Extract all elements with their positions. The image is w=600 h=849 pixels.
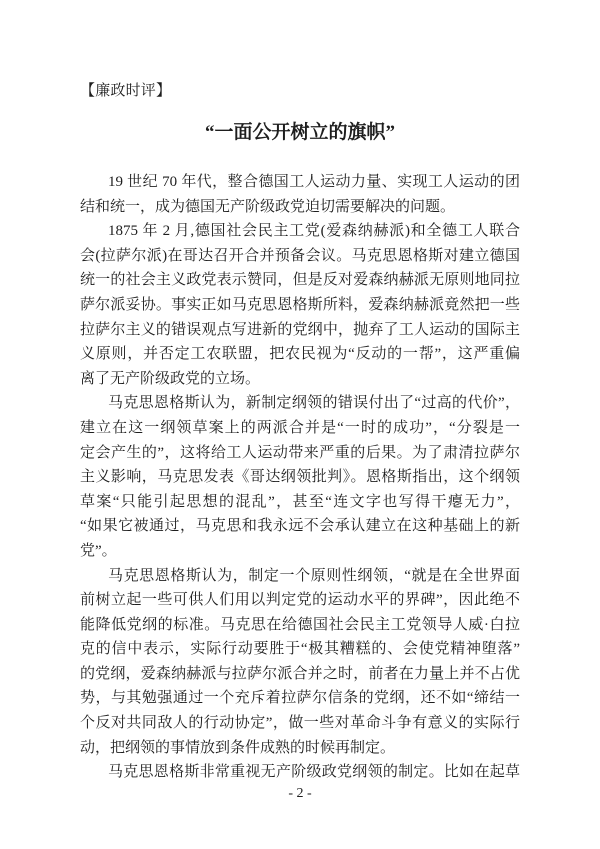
body-line: 1875 年 2 月,德国社会民主工党(爱森纳赫派)和全德工人联合: [108, 223, 520, 240]
body-line: 能降低党纲的标准。马克思在给德国社会民主工党领导人威·白拉: [80, 616, 520, 633]
body-line: 主义影响，马克思发表《哥达纲领批判》。恩格斯指出，这个纲领: [80, 469, 520, 486]
body-line: 萨尔派妥协。事实正如马克思恩格斯所料，爱森纳赫派竟然把一些: [80, 296, 520, 313]
article-title: “一面公开树立的旗帜”: [204, 122, 395, 143]
body-line: 马克思恩格斯认为，制定一个原则性纲领，“就是在全世界面: [108, 567, 520, 584]
body-line: 个反对共同敌人的行动协定”，做一些对革命斗争有意义的实际行: [80, 715, 520, 732]
body-line: 19 世纪 70 年代，整合德国工人运动力量、实现工人运动的团: [108, 174, 520, 190]
body-line: 前树立起一些可供人们用以判定党的运动水平的界碑”，因此绝不: [80, 592, 520, 609]
body-line: 的党纲，爱森纳赫派与拉萨尔派合并之时，前者在力量上并不占优: [80, 665, 520, 682]
body-line: 义原则，并否定工农联盟，把农民视为“反动的一帮”，这严重偏: [80, 346, 520, 363]
body-line: 党”。: [80, 542, 117, 559]
body-line: 马克思恩格斯非常重视无产阶级政党纲领的制定。比如在起草: [108, 764, 520, 781]
paragraph: [80, 760, 520, 785]
page-number: - 2 -: [288, 786, 312, 801]
body-line: 结和统一，成为德国无产阶级政党迫切需要解决的问题。: [80, 198, 456, 215]
body-line: 定会产生的”，这将给工人运动带来严重的后果。为了肃清拉萨尔: [80, 444, 520, 461]
body-line: 草案“只能引起思想的混乱”，甚至“连文字也写得干瘪无力”，: [80, 493, 520, 510]
paragraph: [80, 391, 520, 563]
section-tag: 【廉政时评】: [80, 83, 172, 99]
body-line: 动，把纲领的事情放到条件成熟的时候再制定。: [80, 739, 396, 756]
body-line: 统一的社会主义政党表示赞同，但是反对爱森纳赫派无原则地同拉: [80, 272, 520, 289]
body-line: 会(拉萨尔派)在哥达召开合并预备会议。马克思恩格斯对建立德国: [80, 247, 520, 264]
body-line: 离了无产阶级政党的立场。: [80, 370, 261, 387]
paragraph: [80, 564, 520, 761]
body-line: 势，与其勉强通过一个充斥着拉萨尔信条的党纲，还不如“缔结一: [80, 690, 520, 707]
body-line: 马克思恩格斯认为，新制定纲领的错误付出了“过高的代价”，: [108, 395, 520, 412]
paragraph: [80, 219, 520, 391]
paragraph: [80, 170, 520, 219]
body-line: 建立在这一纲领草案上的两派合并是“一时的成功”，“分裂是一: [80, 419, 520, 436]
body-line: 拉萨尔主义的错误观点写进新的党纲中，抛弃了工人运动的国际主: [80, 321, 520, 338]
article-body: [80, 170, 520, 785]
body-line: “如果它被通过，马克思和我永远不会承认建立在这种基础上的新: [80, 518, 520, 535]
body-line: 克的信中表示，实际行动要胜于“极其糟糕的、会使党精神堕落”: [80, 641, 520, 658]
